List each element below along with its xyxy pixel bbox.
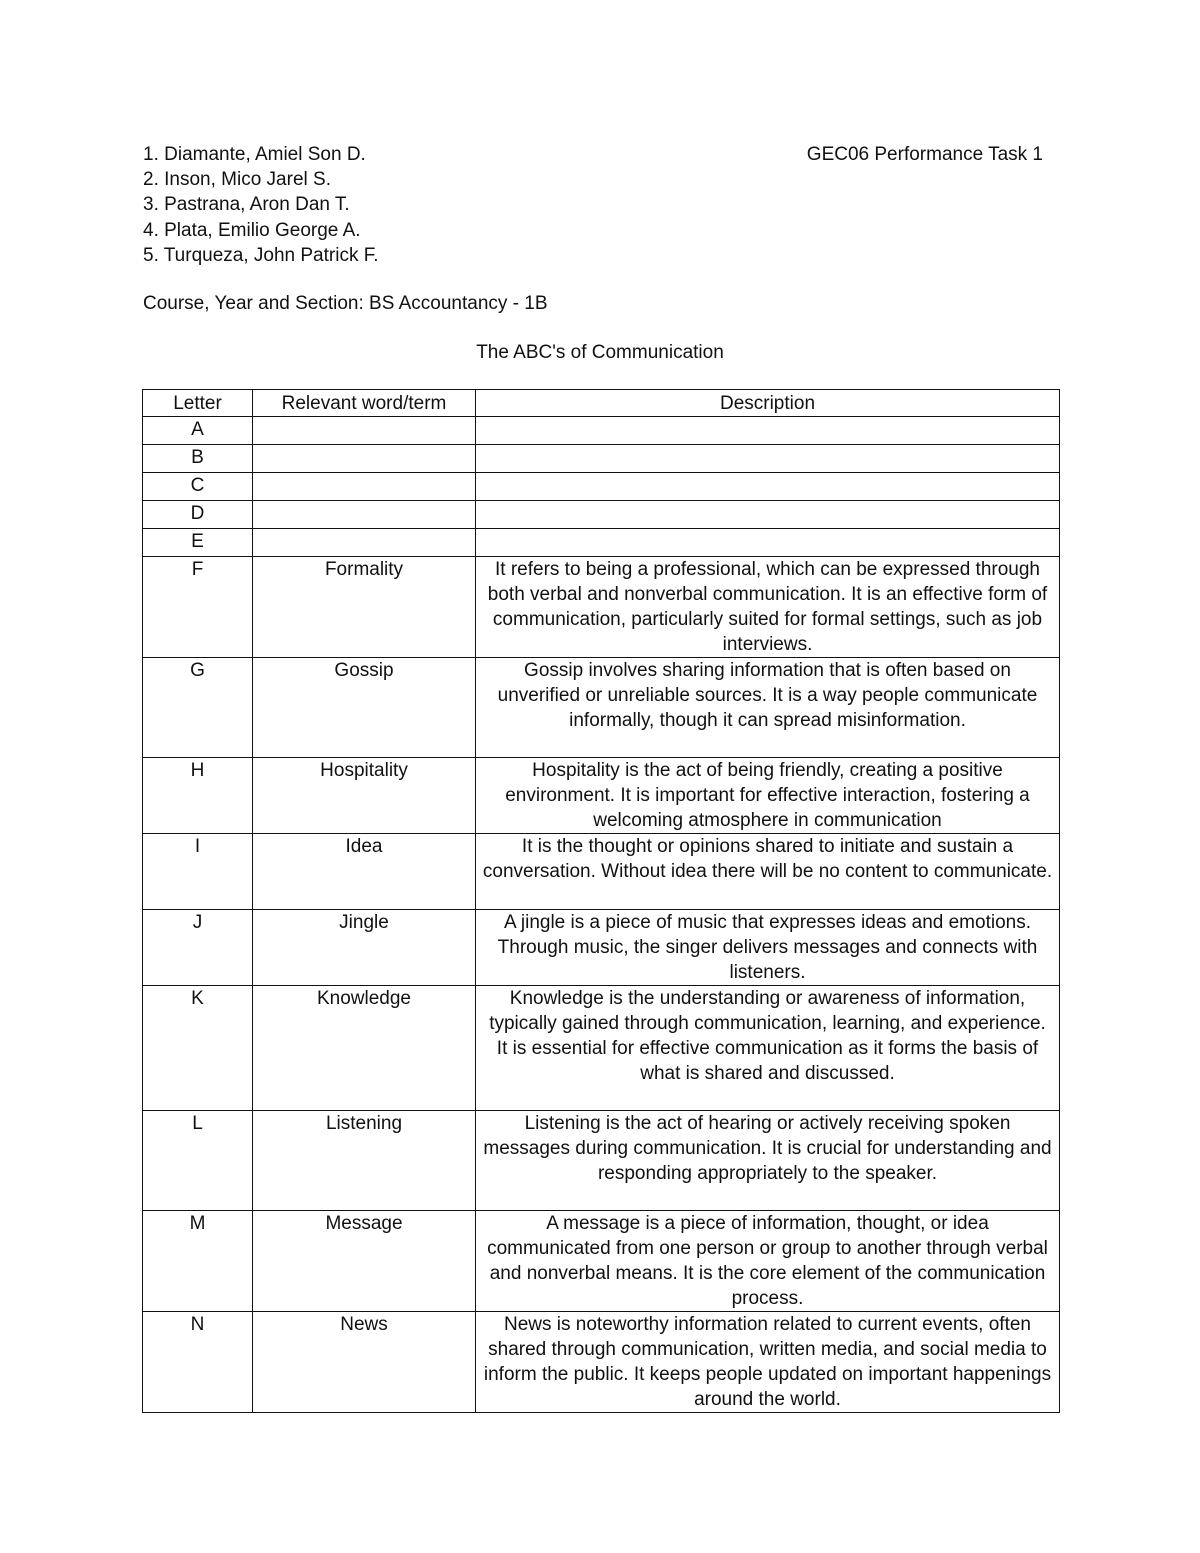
description-cell: It refers to being a professional, which can be expressed through both verbal and nonverbal communication. It is an effective form of communication, particularly suited for formal settings, such as job interviews. xyxy=(476,557,1060,658)
task-title: GEC06 Performance Task 1 xyxy=(806,144,1043,165)
table-row xyxy=(143,473,1060,501)
description-cell: Hospitality is the act of being friendly, creating a positive environment. It is important for effective interaction, fostering a welcoming atmosphere in communication xyxy=(476,758,1060,834)
table-row xyxy=(143,1111,1060,1211)
description-cell: News is noteworthy information related to current events, often shared through communication, written media, and social media to inform the public. It keeps people updated on important happenings around the world. xyxy=(476,1312,1060,1413)
letter-cell: K xyxy=(143,986,253,1111)
member-list xyxy=(143,142,1043,316)
term-cell: Knowledge xyxy=(253,986,476,1111)
term-cell: Gossip xyxy=(253,658,476,758)
term-cell: News xyxy=(253,1312,476,1413)
table-row xyxy=(143,1211,1060,1312)
description-cell xyxy=(476,501,1060,529)
letter-cell: H xyxy=(143,758,253,834)
term-cell: Hospitality xyxy=(253,758,476,834)
letter-cell: M xyxy=(143,1211,253,1312)
letter-cell: E xyxy=(143,529,253,557)
member-name: 4. Plata, Emilio George A. xyxy=(143,219,361,241)
term-cell: Idea xyxy=(253,834,476,910)
member-name: 2. Inson, Mico Jarel S. xyxy=(143,169,331,191)
column-header-letter: Letter xyxy=(143,390,253,417)
table-row xyxy=(143,758,1060,834)
term-cell: Message xyxy=(253,1211,476,1312)
letter-cell: C xyxy=(143,473,253,501)
term-cell xyxy=(253,417,476,445)
letter-cell: F xyxy=(143,557,253,658)
description-cell xyxy=(476,445,1060,473)
letter-cell: B xyxy=(143,445,253,473)
letter-cell: A xyxy=(143,417,253,445)
course-line: Course, Year and Section: BS Accountancy - 1B xyxy=(143,293,548,315)
description-cell: It is the thought or opinions shared to initiate and sustain a conversation. Without idea there will be no content to communicate. xyxy=(476,834,1060,910)
term-cell xyxy=(253,473,476,501)
letter-cell: N xyxy=(143,1312,253,1413)
description-cell: A jingle is a piece of music that expresses ideas and emotions. Through music, the singer delivers messages and connects with listeners. xyxy=(476,910,1060,986)
table-row xyxy=(143,910,1060,986)
abc-table xyxy=(142,389,1060,1413)
description-cell: Gossip involves sharing information that is often based on unverified or unreliable sources. It is a way people communicate informally, though it can spread misinformation. xyxy=(476,658,1060,758)
table-row xyxy=(143,658,1060,758)
document-title: The ABC's of Communication xyxy=(476,342,724,363)
table-row xyxy=(143,986,1060,1111)
table-row xyxy=(143,501,1060,529)
term-cell: Listening xyxy=(253,1111,476,1211)
term-cell xyxy=(253,529,476,557)
description-cell xyxy=(476,473,1060,501)
member-name: 3. Pastrana, Aron Dan T. xyxy=(143,194,350,216)
table-row xyxy=(143,557,1060,658)
term-cell xyxy=(253,445,476,473)
letter-cell: L xyxy=(143,1111,253,1211)
table-row xyxy=(143,834,1060,910)
description-cell: Knowledge is the understanding or awareness of information, typically gained through communication, learning, and experience. It is essential for effective communication as it forms the basis of what is shared and discussed. xyxy=(476,986,1060,1111)
member-name: 1. Diamante, Amiel Son D. xyxy=(143,144,366,165)
column-header-description: Description xyxy=(476,390,1060,417)
term-cell: Jingle xyxy=(253,910,476,986)
description-cell: Listening is the act of hearing or actively receiving spoken messages during communication. It is crucial for understanding and responding appropriately to the speaker. xyxy=(476,1111,1060,1211)
table-row xyxy=(143,445,1060,473)
term-cell: Formality xyxy=(253,557,476,658)
description-cell xyxy=(476,417,1060,445)
column-header-term: Relevant word/term xyxy=(253,390,476,417)
member-name: 5. Turqueza, John Patrick F. xyxy=(143,244,379,266)
term-cell xyxy=(253,501,476,529)
table-row xyxy=(143,417,1060,445)
description-cell: A message is a piece of information, thought, or idea communicated from one person or group to another through verbal and nonverbal means. It is the core element of the communication process. xyxy=(476,1211,1060,1312)
description-cell xyxy=(476,529,1060,557)
letter-cell: I xyxy=(143,834,253,910)
table-row xyxy=(143,1312,1060,1413)
table-row xyxy=(143,529,1060,557)
letter-cell: D xyxy=(143,501,253,529)
table-header-row xyxy=(143,390,1060,417)
letter-cell: G xyxy=(143,658,253,758)
letter-cell: J xyxy=(143,910,253,986)
